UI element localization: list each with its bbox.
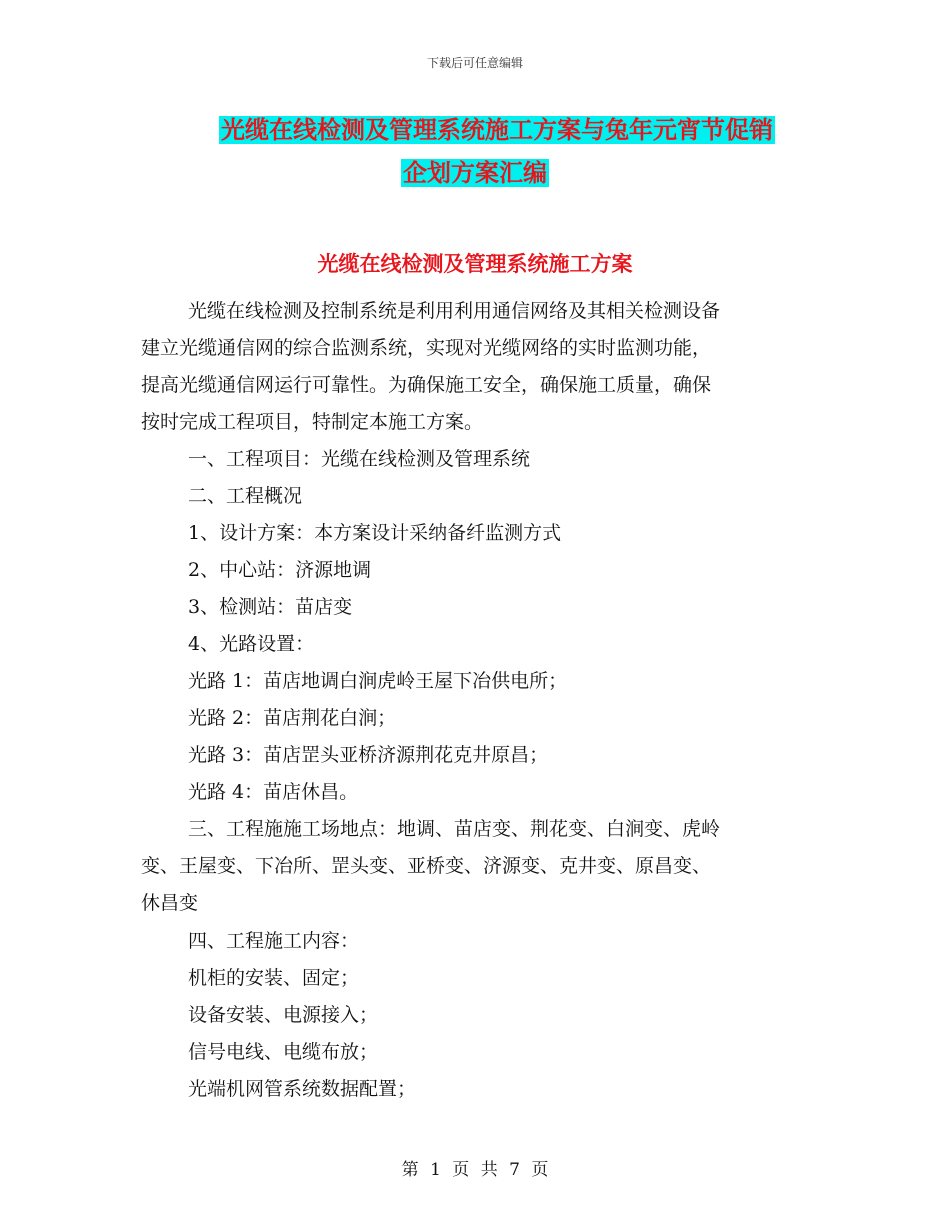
paragraph-line: 光路 2：苗店荆花白涧； (188, 707, 397, 729)
paragraph-line: 光路 4：苗店休昌。 (188, 781, 359, 803)
page-number-footer: 第 1 页 共 7 页 (401, 1160, 549, 1180)
paragraph-line: 按时完成工程项目，特制定本施工方案。 (141, 411, 484, 433)
paragraph-line: 信号电线、电缆布放； (188, 1041, 379, 1063)
paragraph-line: 光端机网管系统数据配置； (188, 1078, 417, 1100)
paragraph-line: 光路 1：苗店地调白涧虎岭王屋下冶供电所； (188, 670, 568, 692)
title-highlight-1: 光缆在线检测及管理系统施工方案与兔年元宵节促销 (221, 116, 773, 144)
paragraph-line: 变、王屋变、下冶所、罡头变、亚桥变、济源变、克井变、原昌变、 (141, 855, 712, 877)
document-title-line-2 (0, 156, 950, 190)
section-title: 光缆在线检测及管理系统施工方案 (317, 252, 633, 276)
title-highlight-2: 企划方案汇编 (403, 159, 547, 187)
paragraph-line: 光路 3：苗店罡头亚桥济源荆花克井原昌； (188, 744, 549, 766)
paragraph-line: 一、工程项目：光缆在线检测及管理系统 (188, 448, 531, 470)
paragraph-line: 四、工程施工内容： (188, 930, 360, 952)
paragraph-line: 三、工程施施工场地点：地调、苗店变、荆花变、白涧变、虎岭 (188, 818, 721, 840)
paragraph-line: 3、检测站：苗店变 (188, 596, 353, 618)
paragraph-line: 机柜的安装、固定； (188, 967, 360, 989)
paragraph-line: 2、中心站：济源地调 (188, 559, 372, 581)
header-note: 下载后可任意编辑 (426, 56, 523, 70)
paragraph-line: 光缆在线检测及控制系统是利用利用通信网络及其相关检测设备 (188, 300, 721, 322)
paragraph-line: 提高光缆通信网运行可靠性。为确保施工安全，确保施工质量，确保 (141, 374, 712, 396)
paragraph-line: 4、光路设置： (188, 633, 315, 655)
paragraph-line: 1、设计方案：本方案设计采纳备纤监测方式 (188, 522, 562, 544)
document-title-line-1 (0, 113, 950, 147)
paragraph-line: 设备安装、电源接入； (188, 1004, 379, 1026)
paragraph-line: 建立光缆通信网的综合监测系统，实现对光缆网络的实时监测功能， (141, 337, 712, 359)
paragraph-line: 休昌变 (141, 892, 199, 914)
paragraph-line: 二、工程概况 (188, 485, 303, 507)
